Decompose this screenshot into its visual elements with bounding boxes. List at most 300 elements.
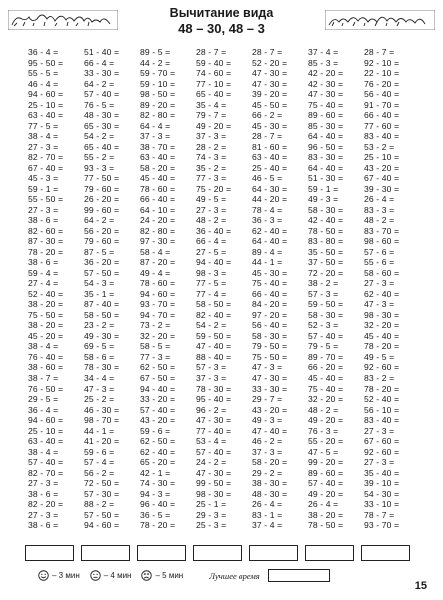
exercise-item: 38 - 6 = — [28, 215, 59, 226]
exercise-item: 54 - 2 = — [196, 320, 227, 331]
exercise-item: 44 - 20 = — [252, 194, 288, 205]
exercise-item: 64 - 10 = — [140, 204, 176, 215]
exercise-item: 45 - 40 = — [308, 372, 344, 383]
exercise-item: 36 - 3 = — [252, 215, 283, 226]
exercise-column — [308, 47, 364, 531]
exercise-item: 52 - 40 = — [364, 394, 400, 405]
exercise-item: 78 - 4 = — [252, 204, 283, 215]
exercise-item: 59 - 40 = — [196, 57, 232, 68]
exercise-item: 57 - 40 = — [308, 478, 344, 489]
exercise-item: 57 - 40 = — [140, 404, 176, 415]
exercise-item: 52 - 20 = — [252, 57, 288, 68]
exercise-item: 38 - 7 = — [28, 372, 59, 383]
exercise-item: 42 - 1 = — [140, 467, 171, 478]
exercise-item: 25 - 10 = — [28, 425, 64, 436]
exercise-item: 26 - 4 = — [364, 194, 395, 205]
exercise-item: 24 - 20 = — [140, 215, 176, 226]
exercise-item: 47 - 30 = — [308, 89, 344, 100]
exercise-item: 33 - 30 = — [252, 383, 288, 394]
exercise-item: 48 - 30 = — [84, 110, 120, 121]
exercise-item: 93 - 3 = — [84, 162, 115, 173]
exercise-item: 38 - 20 = — [28, 320, 64, 331]
exercise-item: 65 - 40 = — [84, 141, 120, 152]
exercise-item: 42 - 30 = — [308, 78, 344, 89]
exercise-item: 48 - 2 = — [364, 215, 395, 226]
neutral-face-icon — [90, 570, 101, 581]
exercise-item: 37 - 4 = — [252, 520, 283, 531]
exercise-item: 78 - 20 = — [28, 246, 64, 257]
exercise-item: 83 - 70 = — [364, 225, 400, 236]
exercise-item: 58 - 20 = — [252, 457, 288, 468]
answer-box[interactable] — [249, 545, 298, 561]
exercise-item: 59 - 1 = — [308, 183, 339, 194]
exercise-grid — [28, 47, 420, 531]
timing-legend — [38, 569, 330, 582]
happy-face-icon — [38, 570, 49, 581]
exercise-item: 65 - 40 = — [196, 89, 232, 100]
exercise-item: 78 - 30 = — [196, 383, 232, 394]
exercise-item: 77 - 60 = — [364, 120, 400, 131]
exercise-item: 57 - 4 = — [84, 457, 115, 468]
exercise-item: 62 - 40 = — [140, 446, 176, 457]
exercise-item: 64 - 40 = — [308, 162, 344, 173]
exercise-item: 37 - 3 = — [196, 131, 227, 142]
exercise-item: 77 - 5 = — [196, 278, 227, 289]
exercise-item: 49 - 30 = — [84, 330, 120, 341]
exercise-item: 34 - 4 = — [84, 372, 115, 383]
exercise-item: 38 - 2 = — [308, 278, 339, 289]
exercise-item: 42 - 20 = — [308, 68, 344, 79]
exercise-item: 66 - 40 = — [140, 194, 176, 205]
exercise-item: 28 - 7 = — [252, 131, 283, 142]
exercise-item: 75 - 50 = — [252, 351, 288, 362]
exercise-item: 78 - 60 = — [140, 278, 176, 289]
exercise-item: 77 - 50 = — [84, 173, 120, 184]
exercise-item: 75 - 20 = — [196, 183, 232, 194]
exercise-item: 67 - 40 = — [28, 162, 64, 173]
exercise-item: 44 - 1 = — [84, 425, 115, 436]
exercise-item: 91 - 70 = — [364, 99, 400, 110]
exercise-item: 45 - 50 = — [252, 99, 288, 110]
exercise-item: 46 - 2 = — [252, 436, 283, 447]
exercise-item: 59 - 50 = — [308, 299, 344, 310]
exercise-item: 45 - 3 = — [28, 173, 59, 184]
exercise-item: 45 - 30 = — [252, 267, 288, 278]
exercise-item: 36 - 4 = — [28, 404, 59, 415]
exercise-item: 27 - 3 = — [28, 141, 59, 152]
exercise-item: 44 - 2 = — [140, 57, 171, 68]
exercise-item: 47 - 3 = — [252, 362, 283, 373]
exercise-item: 63 - 40 = — [252, 152, 288, 163]
exercise-item: 37 - 4 = — [308, 47, 339, 57]
exercise-item: 26 - 4 = — [308, 499, 339, 510]
exercise-item: 57 - 40 = — [28, 457, 64, 468]
exercise-item: 46 - 5 = — [252, 173, 283, 184]
exercise-item: 27 - 4 = — [28, 278, 59, 289]
exercise-item: 47 - 40 = — [196, 341, 232, 352]
exercise-item: 99 - 60 = — [84, 204, 120, 215]
exercise-item: 62 - 50 = — [140, 436, 176, 447]
exercise-item: 36 - 5 = — [140, 509, 171, 520]
answer-box[interactable] — [25, 545, 74, 561]
exercise-item: 49 - 5 = — [196, 194, 227, 205]
exercise-item: 36 - 40 = — [196, 225, 232, 236]
exercise-item: 29 - 3 = — [196, 509, 227, 520]
exercise-item: 38 - 4 = — [28, 131, 59, 142]
exercise-item: 57 - 3 = — [308, 288, 339, 299]
exercise-item: 45 - 20 = — [28, 330, 64, 341]
exercise-item: 62 - 50 = — [140, 362, 176, 373]
exercise-item: 47 - 30 = — [196, 467, 232, 478]
legend-item-4min — [90, 570, 132, 581]
exercise-item: 95 - 50 = — [28, 57, 64, 68]
exercise-column — [140, 47, 196, 531]
exercise-column — [196, 47, 252, 531]
exercise-item: 79 - 60 = — [84, 183, 120, 194]
exercise-item: 32 - 20 = — [364, 320, 400, 331]
exercise-item: 55 - 20 = — [308, 436, 344, 447]
exercise-item: 37 - 3 = — [196, 372, 227, 383]
exercise-item: 27 - 3 = — [28, 204, 59, 215]
exercise-item: 35 - 2 = — [196, 162, 227, 173]
exercise-item: 75 - 40 = — [308, 99, 344, 110]
exercise-item: 83 - 2 = — [364, 372, 395, 383]
exercise-item: 96 - 40 = — [140, 499, 176, 510]
exercise-item: 57 - 30 = — [84, 488, 120, 499]
exercise-item: 27 - 3 = — [28, 478, 59, 489]
exercise-item: 45 - 30 = — [252, 120, 288, 131]
exercise-item: 63 - 40 = — [140, 152, 176, 163]
exercise-item: 38 - 60 = — [28, 362, 64, 373]
exercise-item: 98 - 3 = — [196, 267, 227, 278]
exercise-item: 59 - 1 = — [28, 183, 59, 194]
exercise-item: 59 - 10 = — [140, 78, 176, 89]
exercise-item: 51 - 40 = — [84, 47, 120, 57]
best-time-box[interactable] — [268, 569, 330, 582]
exercise-item: 83 - 40 = — [364, 131, 400, 142]
exercise-item: 54 - 2 = — [84, 131, 115, 142]
exercise-item: 92 - 60 = — [364, 446, 400, 457]
exercise-item: 38 - 4 = — [28, 341, 59, 352]
exercise-item: 81 - 60 = — [252, 141, 288, 152]
exercise-item: 87 - 40 = — [84, 299, 120, 310]
exercise-item: 66 - 4 = — [196, 236, 227, 247]
exercise-item: 27 - 3 = — [28, 509, 59, 520]
exercise-item: 47 - 3 = — [364, 299, 395, 310]
exercise-item: 38 - 30 = — [252, 478, 288, 489]
exercise-item: 96 - 50 = — [308, 141, 344, 152]
exercise-item: 38 - 20 = — [308, 509, 344, 520]
exercise-item: 52 - 40 = — [28, 288, 64, 299]
exercise-item: 94 - 60 = — [28, 415, 64, 426]
exercise-item: 33 - 20 = — [140, 394, 176, 405]
exercise-item: 29 - 7 = — [252, 394, 283, 405]
exercise-item: 99 - 20 = — [308, 457, 344, 468]
exercise-item: 47 - 30 = — [252, 78, 288, 89]
exercise-item: 89 - 5 = — [140, 47, 171, 57]
exercise-item: 46 - 4 = — [28, 78, 59, 89]
exercise-item: 47 - 40 = — [252, 425, 288, 436]
exercise-item: 66 - 40 = — [364, 110, 400, 121]
exercise-item: 47 - 3 = — [84, 383, 115, 394]
exercise-item: 57 - 40 = — [196, 446, 232, 457]
exercise-item: 58 - 30 = — [252, 330, 288, 341]
legend-label-4min: – 4 мин — [103, 571, 132, 580]
exercise-item: 65 - 30 = — [84, 120, 120, 131]
exercise-item: 62 - 40 = — [364, 288, 400, 299]
exercise-item: 49 - 20 = — [308, 488, 344, 499]
exercise-item: 57 - 3 = — [196, 362, 227, 373]
exercise-item: 41 - 20 = — [84, 436, 120, 447]
exercise-item: 48 - 30 = — [252, 488, 288, 499]
exercise-item: 59 - 6 = — [140, 425, 171, 436]
exercise-item: 85 - 30 = — [308, 120, 344, 131]
exercise-item: 75 - 40 = — [308, 383, 344, 394]
exercise-item: 94 - 3 = — [140, 488, 171, 499]
answer-box[interactable] — [305, 545, 354, 561]
exercise-item: 87 - 5 = — [84, 246, 115, 257]
exercise-item: 77 - 5 = — [28, 120, 59, 131]
exercise-item: 77 - 40 = — [196, 425, 232, 436]
exercise-item: 38 - 6 = — [28, 257, 59, 268]
exercise-item: 27 - 5 = — [196, 246, 227, 257]
exercise-item: 25 - 40 = — [252, 162, 288, 173]
exercise-item: 35 - 4 = — [196, 99, 227, 110]
exercise-item: 95 - 40 = — [196, 394, 232, 405]
exercise-item: 36 - 4 = — [28, 47, 59, 57]
exercise-item: 66 - 2 = — [252, 110, 283, 121]
exercise-item: 77 - 3 = — [140, 351, 171, 362]
answer-box[interactable] — [81, 545, 130, 561]
exercise-item: 55 - 5 = — [28, 68, 59, 79]
exercise-item: 28 - 2 = — [196, 141, 227, 152]
exercise-item: 58 - 20 = — [140, 162, 176, 173]
decorative-animals-banner-right — [325, 10, 435, 30]
exercise-item: 93 - 70 = — [364, 520, 400, 531]
exercise-item: 77 - 10 = — [196, 78, 232, 89]
exercise-item: 58 - 50 = — [196, 299, 232, 310]
exercise-item: 77 - 4 = — [196, 288, 227, 299]
exercise-item: 58 - 50 = — [84, 309, 120, 320]
exercise-item: 47 - 5 = — [308, 446, 339, 457]
exercise-item: 59 - 50 = — [196, 330, 232, 341]
exercise-item: 47 - 30 = — [252, 372, 288, 383]
exercise-item: 76 - 50 = — [28, 383, 64, 394]
exercise-item: 99 - 50 = — [196, 478, 232, 489]
exercise-item: 84 - 20 = — [252, 299, 288, 310]
exercise-item: 59 - 70 = — [140, 68, 176, 79]
exercise-item: 56 - 2 = — [84, 467, 115, 478]
exercise-item: 79 - 50 = — [252, 341, 288, 352]
worksheet-subtitle: 48 – 30, 48 – 3 — [178, 21, 265, 36]
exercise-item: 27 - 3 = — [364, 425, 395, 436]
exercise-item: 32 - 20 = — [140, 330, 176, 341]
answer-box[interactable] — [361, 545, 410, 561]
exercise-item: 94 - 40 = — [196, 257, 232, 268]
sad-face-icon — [141, 570, 152, 581]
exercise-column — [364, 47, 420, 531]
exercise-item: 24 - 2 = — [196, 457, 227, 468]
exercise-item: 35 - 40 = — [364, 467, 400, 478]
exercise-item: 76 - 5 = — [84, 99, 115, 110]
exercise-item: 44 - 1 = — [252, 257, 283, 268]
exercise-item: 79 - 60 = — [84, 236, 120, 247]
exercise-item: 28 - 7 = — [252, 47, 283, 57]
exercise-item: 94 - 60 = — [140, 288, 176, 299]
exercise-item: 77 - 3 = — [196, 173, 227, 184]
exercise-item: 49 - 3 = — [252, 415, 283, 426]
exercise-item: 22 - 10 = — [364, 68, 400, 79]
worksheet-header — [120, 6, 323, 37]
exercise-item: 82 - 20 = — [28, 499, 64, 510]
exercise-item: 48 - 2 = — [196, 215, 227, 226]
answer-boxes-row — [25, 545, 417, 561]
worksheet-title: Вычитание вида — [169, 6, 274, 20]
exercise-item: 23 - 2 = — [84, 320, 115, 331]
exercise-item: 26 - 4 = — [252, 499, 283, 510]
exercise-item: 48 - 2 = — [308, 404, 339, 415]
answer-box[interactable] — [193, 545, 242, 561]
exercise-item: 64 - 40 = — [252, 236, 288, 247]
exercise-item: 39 - 10 = — [364, 478, 400, 489]
exercise-item: 97 - 20 = — [252, 309, 288, 320]
exercise-item: 38 - 4 = — [28, 446, 59, 457]
exercise-item: 29 - 2 = — [252, 467, 283, 478]
exercise-item: 26 - 20 = — [84, 194, 120, 205]
exercise-column — [252, 47, 308, 531]
exercise-item: 55 - 2 = — [84, 152, 115, 163]
exercise-item: 88 - 40 = — [196, 351, 232, 362]
exercise-item: 39 - 30 = — [364, 183, 400, 194]
exercise-item: 78 - 7 = — [364, 509, 395, 520]
exercise-item: 78 - 50 = — [308, 225, 344, 236]
exercise-item: 43 - 20 = — [252, 404, 288, 415]
exercise-item: 42 - 40 = — [308, 215, 344, 226]
exercise-item: 98 - 70 = — [84, 415, 120, 426]
exercise-item: 47 - 30 = — [252, 68, 288, 79]
exercise-item: 66 - 20 = — [308, 362, 344, 373]
exercise-item: 76 - 3 = — [308, 425, 339, 436]
exercise-item: 56 - 40 = — [364, 89, 400, 100]
exercise-item: 78 - 30 = — [84, 362, 120, 373]
exercise-item: 66 - 40 = — [252, 288, 288, 299]
exercise-item: 38 - 20 = — [28, 299, 64, 310]
exercise-item: 27 - 3 = — [364, 278, 395, 289]
exercise-item: 96 - 2 = — [196, 404, 227, 415]
exercise-item: 58 - 6 = — [84, 351, 115, 362]
exercise-item: 55 - 6 = — [364, 257, 395, 268]
exercise-item: 66 - 4 = — [84, 57, 115, 68]
exercise-item: 25 - 2 = — [84, 394, 115, 405]
exercise-item: 82 - 80 = — [140, 110, 176, 121]
exercise-item: 32 - 20 = — [308, 394, 344, 405]
exercise-item: 53 - 2 = — [364, 141, 395, 152]
exercise-item: 65 - 20 = — [140, 457, 176, 468]
exercise-item: 37 - 50 = — [308, 257, 344, 268]
exercise-item: 45 - 40 = — [364, 330, 400, 341]
page-number: 15 — [414, 580, 427, 592]
exercise-item: 89 - 60 = — [308, 467, 344, 478]
exercise-item: 78 - 20 = — [140, 520, 176, 531]
exercise-item: 82 - 70 = — [28, 152, 64, 163]
exercise-item: 35 - 50 = — [308, 246, 344, 257]
best-time-label: Лучшее время — [209, 570, 260, 581]
exercise-item: 87 - 30 = — [28, 236, 64, 247]
exercise-item: 58 - 30 = — [308, 204, 344, 215]
exercise-item: 82 - 70 = — [28, 467, 64, 478]
exercise-item: 83 - 80 = — [308, 236, 344, 247]
exercise-item: 74 - 3 = — [196, 152, 227, 163]
exercise-item: 59 - 6 = — [84, 446, 115, 457]
exercise-item: 72 - 20 = — [308, 267, 344, 278]
exercise-item: 57 - 40 = — [308, 330, 344, 341]
exercise-item: 78 - 20 = — [364, 383, 400, 394]
exercise-item: 56 - 20 = — [84, 225, 120, 236]
exercise-item: 35 - 1 = — [84, 288, 115, 299]
exercise-item: 83 - 40 = — [364, 415, 400, 426]
exercise-item: 62 - 40 = — [252, 225, 288, 236]
exercise-item: 94 - 60 = — [84, 520, 120, 531]
exercise-item: 38 - 6 = — [28, 520, 59, 531]
exercise-item: 73 - 2 = — [140, 320, 171, 331]
exercise-column — [28, 47, 84, 531]
exercise-item: 39 - 20 = — [252, 89, 288, 100]
exercise-item: 57 - 50 = — [84, 509, 120, 520]
exercise-item: 28 - 7 = — [364, 47, 395, 57]
exercise-item: 93 - 70 = — [140, 299, 176, 310]
exercise-item: 45 - 40 = — [140, 173, 176, 184]
legend-label-5min: – 5 мин — [155, 571, 184, 580]
exercise-item: 58 - 4 = — [140, 246, 171, 257]
exercise-item: 25 - 10 = — [364, 152, 400, 163]
exercise-item: 38 - 70 = — [140, 141, 176, 152]
exercise-item: 58 - 5 = — [140, 341, 171, 352]
exercise-item: 78 - 60 = — [140, 183, 176, 194]
exercise-column — [84, 47, 140, 531]
exercise-item: 74 - 60 = — [196, 68, 232, 79]
exercise-item: 69 - 5 = — [84, 341, 115, 352]
exercise-item: 64 - 30 = — [252, 183, 288, 194]
exercise-item: 98 - 60 = — [364, 236, 400, 247]
exercise-item: 92 - 10 = — [364, 57, 400, 68]
exercise-item: 25 - 1 = — [196, 499, 227, 510]
exercise-item: 58 - 30 = — [308, 309, 344, 320]
exercise-item: 49 - 20 = — [196, 120, 232, 131]
exercise-item: 29 - 5 = — [28, 394, 59, 405]
exercise-item: 49 - 4 = — [140, 267, 171, 278]
exercise-item: 64 - 4 = — [140, 120, 171, 131]
exercise-item: 98 - 50 = — [140, 89, 176, 100]
exercise-item: 33 - 10 = — [364, 499, 400, 510]
exercise-item: 82 - 60 = — [28, 225, 64, 236]
exercise-item: 33 - 30 = — [84, 68, 120, 79]
exercise-item: 75 - 50 = — [28, 309, 64, 320]
answer-box[interactable] — [137, 545, 186, 561]
exercise-item: 49 - 5 = — [364, 351, 395, 362]
exercise-item: 28 - 7 = — [196, 47, 227, 57]
exercise-item: 36 - 20 = — [84, 257, 120, 268]
exercise-item: 51 - 30 = — [308, 173, 344, 184]
exercise-item: 53 - 4 = — [196, 436, 227, 447]
exercise-item: 76 - 20 = — [364, 78, 400, 89]
exercise-item: 98 - 30 = — [364, 309, 400, 320]
exercise-item: 94 - 70 = — [140, 309, 176, 320]
exercise-item: 63 - 40 = — [28, 436, 64, 447]
exercise-item: 67 - 50 = — [140, 372, 176, 383]
exercise-item: 43 - 20 = — [140, 415, 176, 426]
exercise-item: 98 - 30 = — [196, 488, 232, 499]
exercise-item: 63 - 40 = — [28, 110, 64, 121]
